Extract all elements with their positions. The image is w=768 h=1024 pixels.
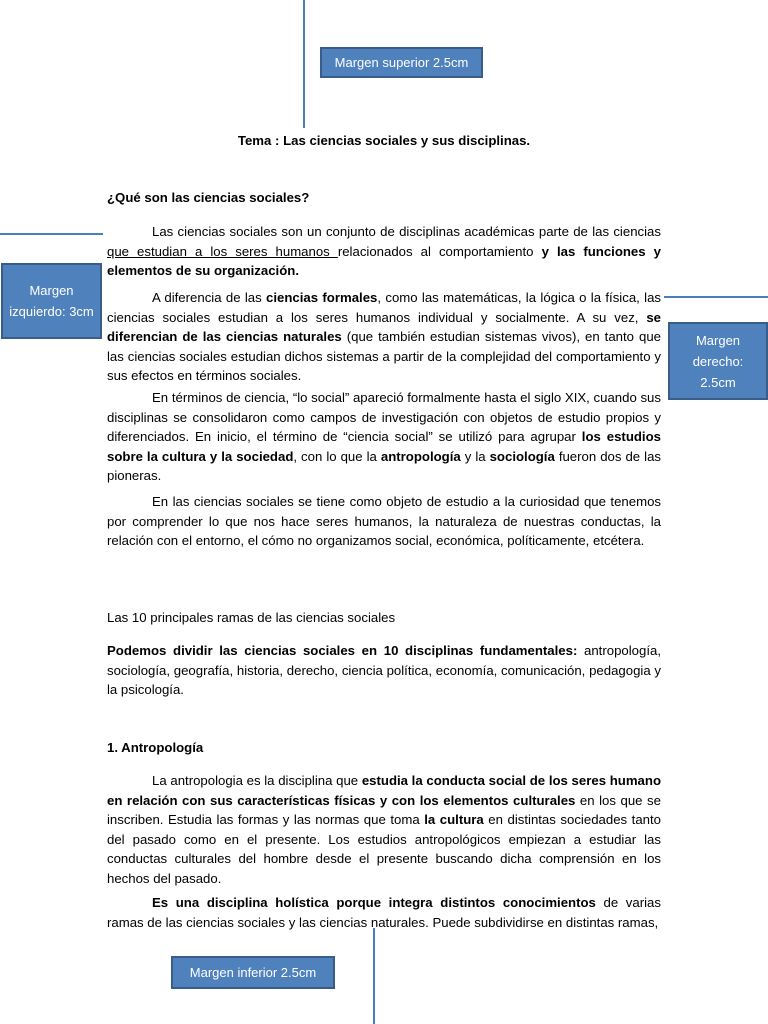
top-margin-line [303, 0, 305, 128]
section-branches-heading: Las 10 principales ramas de las ciencias sociales [107, 610, 396, 625]
paragraph-holistic: Es una disciplina holística porque integra distintos conocimientos de varias ramas de las ciencias sociales y las ciencias naturales. Puede subdividirse en distintas ramas, [107, 895, 661, 930]
document-title: Tema : Las ciencias sociales y sus disciplinas. [237, 133, 531, 148]
section-anthropology-heading: 1. Antropología [107, 740, 204, 755]
left-margin-line [0, 233, 103, 235]
bottom-margin-line [373, 928, 375, 1024]
paragraph-anthropology: La antropologia es la disciplina que estudia la conducta social de los seres humano en relación con sus características físicas y con los elementos culturales en los que se inscriben. Estudia las formas y las normas que toma la cultura en distintas sociedades tanto del pasado como en el presente. Los estudios antropológicos empiezan a estudiar las conductas culturales del hombre desde el presente buscando dicha comprensión en los hechos del pasado. [107, 773, 661, 886]
bottom-margin-callout: Margen inferior 2.5cm [171, 956, 335, 989]
top-margin-callout: Margen superior 2.5cm [320, 47, 483, 78]
paragraph-history: En términos de ciencia, “lo social” apareció formalmente hasta el siglo XIX, cuando sus disciplinas se consolidaron como campos de investigación con objetos de estudio propios y diferenciados. En inicio, el término de “ciencia social” se utilizó para agrupar los estudios sobre la cultura y la sociedad, con lo que la antropología y la sociología fueron dos de las pioneras. [107, 390, 661, 483]
right-margin-line [664, 296, 768, 298]
right-margin-callout: Margen derecho: 2.5cm [668, 322, 768, 400]
paragraph-difference: A diferencia de las ciencias formales, como las matemáticas, la lógica o la física, las ciencias sociales estudian a los seres humanos individual y socialmente. A su vez, se diferencian de las ciencias naturales (que también estudian sistemas vivos), en tanto que las ciencias sociales estudian dichos sistemas a partir de la complejidad del comportamiento y sus efectos en términos sociales. [107, 290, 661, 383]
paragraph-object-of-study: En las ciencias sociales se tiene como objeto de estudio a la curiosidad que tenemos por comprender lo que nos hace seres humanos, la naturaleza de nuestras conductas, la relación con el entorno, el cómo no organizamos social, económica, políticamente, etcétera. [107, 494, 661, 548]
paragraph-branches: Podemos dividir las ciencias sociales en 10 disciplinas fundamentales: antropología, sociología, geografía, historia, derecho, ciencia política, economía, comunicación, pedagogia y la psicología. [107, 643, 661, 697]
left-margin-callout: Margen izquierdo: 3cm [1, 263, 102, 339]
section-question-heading: ¿Qué son las ciencias sociales? [107, 190, 310, 205]
paragraph-definition: Las ciencias sociales son un conjunto de disciplinas académicas parte de las ciencias que estudian a los seres humanos relacionados al comportamiento y las funciones y elementos de su organización. [107, 224, 661, 278]
